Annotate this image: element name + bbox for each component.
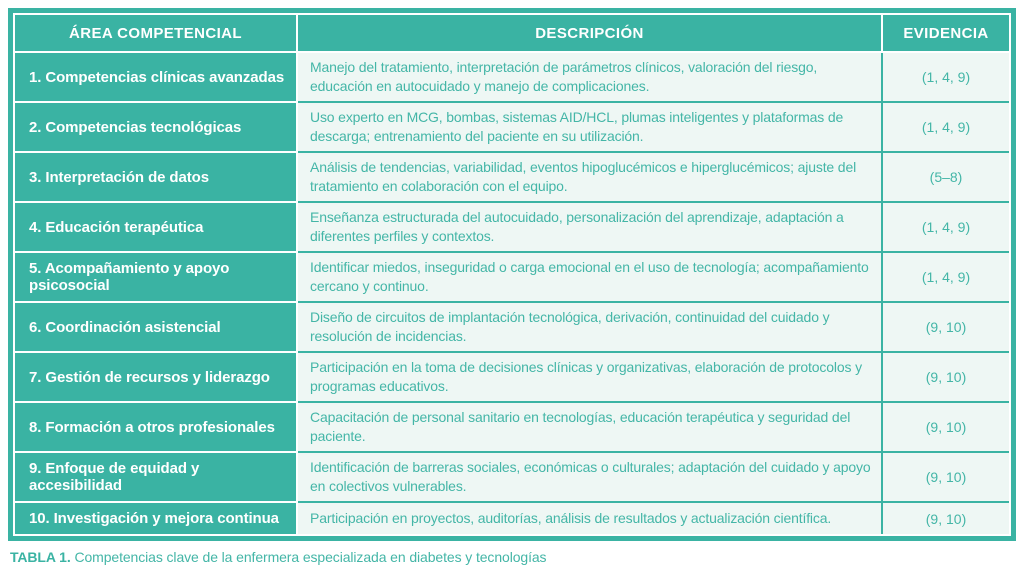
- table-row: [15, 53, 1009, 103]
- description-cell: Identificar miedos, inseguridad o carga emocional en el uso de tecnología; acompañamiento cercano y continuo.: [298, 253, 883, 303]
- description-cell: Participación en proyectos, auditorías, análisis de resultados y actualización científica.: [298, 503, 883, 534]
- area-cell: 10. Investigación y mejora continua: [15, 503, 298, 534]
- evidence-cell: (1, 4, 9): [883, 253, 1009, 303]
- area-cell: 8. Formación a otros profesionales: [15, 403, 298, 453]
- table-row: [15, 453, 1009, 503]
- description-cell: Análisis de tendencias, variabilidad, eventos hipoglucémicos e hiperglucémicos; ajuste del tratamiento en colaboración con el equipo.: [298, 153, 883, 203]
- description-cell: Identificación de barreras sociales, económicas o culturales; adaptación del cuidado y apoyo en colectivos vulnerables.: [298, 453, 883, 503]
- header-row: [15, 15, 1009, 53]
- table-row: [15, 303, 1009, 353]
- competencies-table: [13, 13, 1011, 536]
- area-cell: 9. Enfoque de equidad y accesibilidad: [15, 453, 298, 503]
- description-cell: Participación en la toma de decisiones clínicas y organizativas, elaboración de protocolos y programas educativos.: [298, 353, 883, 403]
- evidence-cell: (1, 4, 9): [883, 53, 1009, 103]
- area-cell: 1. Competencias clínicas avanzadas: [15, 53, 298, 103]
- evidence-cell: (9, 10): [883, 353, 1009, 403]
- description-cell: Manejo del tratamiento, interpretación de parámetros clínicos, valoración del riesgo, educación en autocuidado y manejo de complicaciones.: [298, 53, 883, 103]
- table-row: [15, 203, 1009, 253]
- header-cell-descripcion: DESCRIPCIÓN: [298, 15, 883, 53]
- evidence-cell: (9, 10): [883, 303, 1009, 353]
- table-row: [15, 153, 1009, 203]
- area-cell: 6. Coordinación asistencial: [15, 303, 298, 353]
- table-caption-text: Competencias clave de la enfermera especializada en diabetes y tecnologías: [74, 549, 547, 565]
- description-cell: Uso experto en MCG, bombas, sistemas AID/HCL, plumas inteligentes y plataformas de descarga; entrenamiento del paciente en su utilización.: [298, 103, 883, 153]
- description-cell: Enseñanza estructurada del autocuidado, personalización del aprendizaje, adaptación a diferentes perfiles y contextos.: [298, 203, 883, 253]
- area-cell: 2. Competencias tecnológicas: [15, 103, 298, 153]
- evidence-cell: (1, 4, 9): [883, 103, 1009, 153]
- table-frame: [8, 8, 1016, 541]
- header-cell-evidencia: EVIDENCIA: [883, 15, 1009, 53]
- header-cell-area: ÁREA COMPETENCIAL: [15, 15, 298, 53]
- description-cell: Diseño de circuitos de implantación tecnológica, derivación, continuidad del cuidado y resolución de incidencias.: [298, 303, 883, 353]
- table-row: [15, 403, 1009, 453]
- table-caption: [10, 549, 1016, 565]
- table-row: [15, 503, 1009, 534]
- area-cell: 4. Educación terapéutica: [15, 203, 298, 253]
- area-cell: 7. Gestión de recursos y liderazgo: [15, 353, 298, 403]
- evidence-cell: (9, 10): [883, 453, 1009, 503]
- area-cell: 3. Interpretación de datos: [15, 153, 298, 203]
- evidence-cell: (9, 10): [883, 503, 1009, 534]
- table-row: [15, 103, 1009, 153]
- area-cell: 5. Acompañamiento y apoyo psicosocial: [15, 253, 298, 303]
- table-row: [15, 353, 1009, 403]
- evidence-cell: (9, 10): [883, 403, 1009, 453]
- evidence-cell: (5–8): [883, 153, 1009, 203]
- evidence-cell: (1, 4, 9): [883, 203, 1009, 253]
- table-row: [15, 253, 1009, 303]
- description-cell: Capacitación de personal sanitario en tecnologías, educación terapéutica y seguridad del paciente.: [298, 403, 883, 453]
- table-caption-label: TABLA 1.: [10, 549, 71, 565]
